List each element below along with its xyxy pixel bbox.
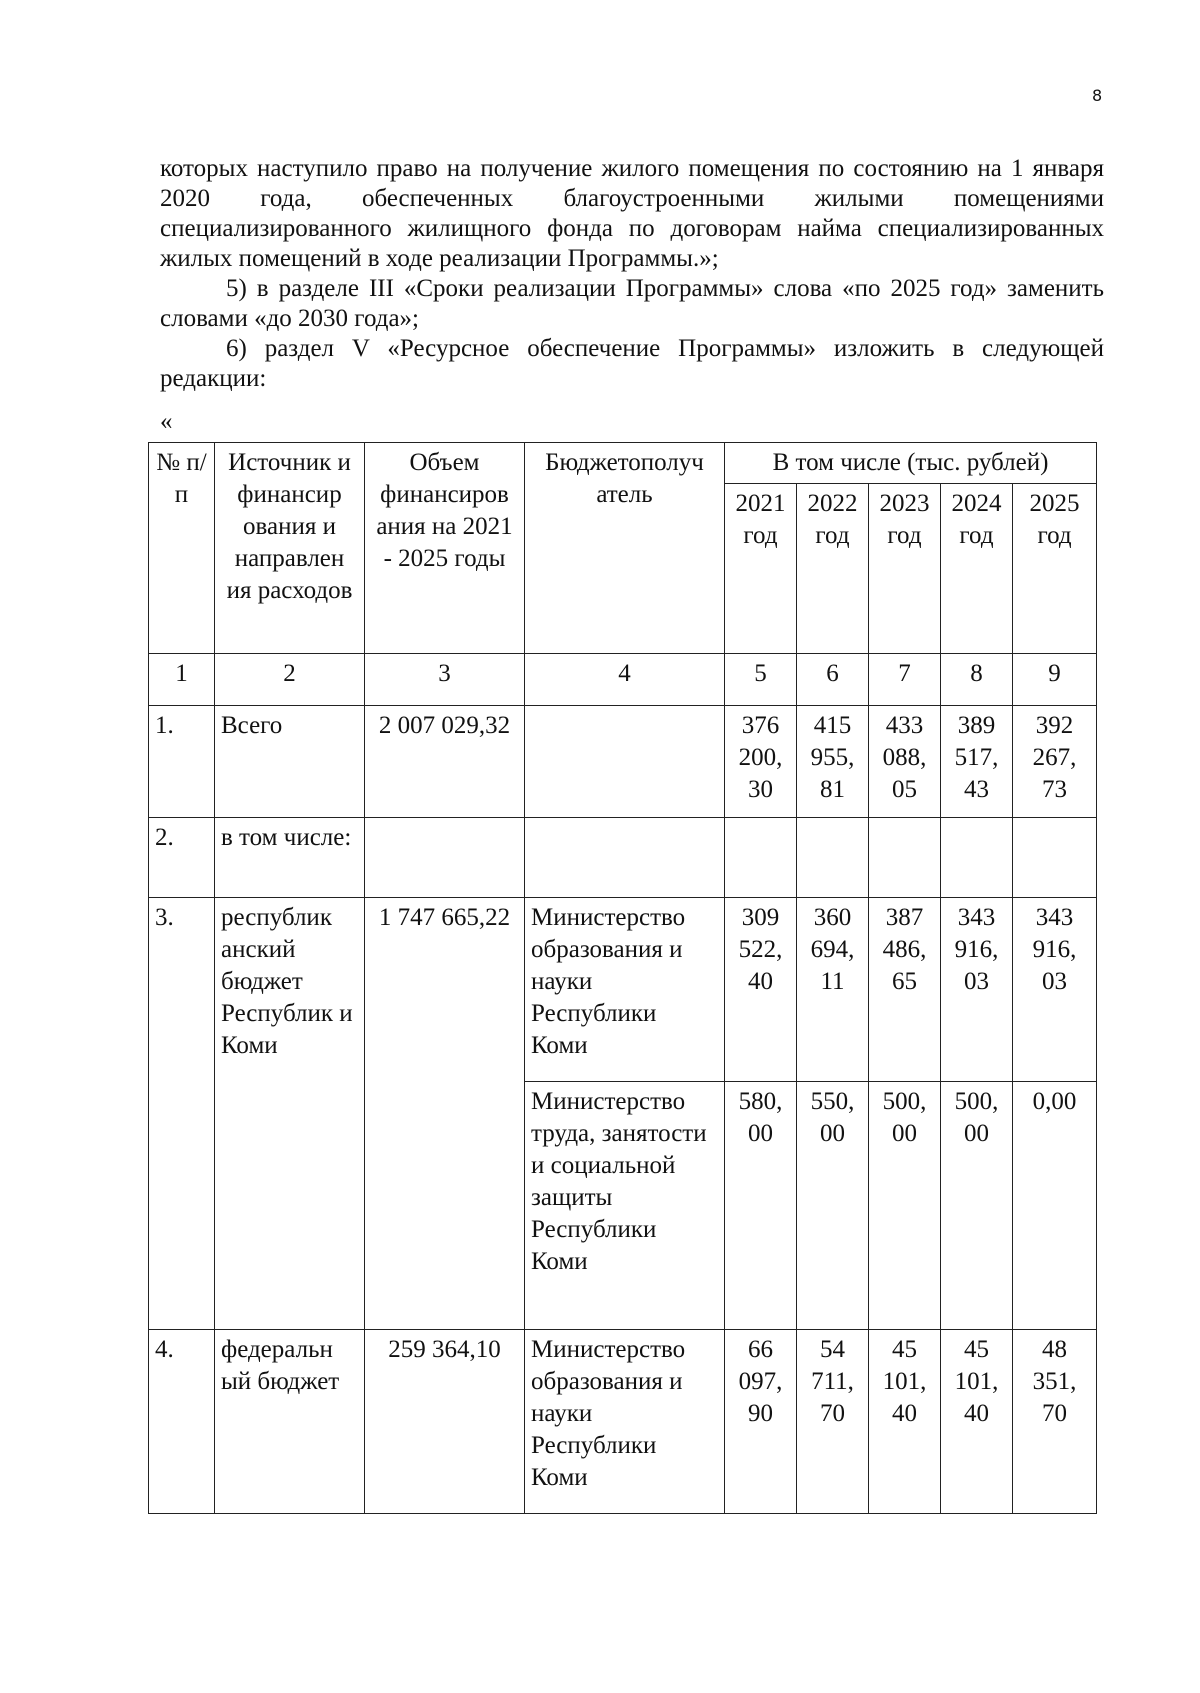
column-number: 7 xyxy=(869,654,941,706)
paragraph-continuation: которых наступило право на получение жилого помещения по состоянию на 1 января 2020 года, обеспеченных благоустроенными жилыми помещениями специализированного жилищного фонда по договорам найма специализированных жилых помещений в ходе реализации Программы.»; xyxy=(160,155,1104,272)
table-row-total xyxy=(149,706,1097,818)
row-year-value: 45 101, 40 xyxy=(941,1330,1013,1514)
row-year-value: 343 916, 03 xyxy=(941,898,1013,1082)
row-year-value: 392 267, 73 xyxy=(1013,706,1097,818)
row-year-value xyxy=(725,818,797,898)
header-year-2023: 2023 год xyxy=(869,484,941,654)
body-text xyxy=(160,154,1104,394)
row-year-value: 45 101, 40 xyxy=(869,1330,941,1514)
row-year-value xyxy=(869,818,941,898)
column-number: 6 xyxy=(797,654,869,706)
row-num: 1. xyxy=(149,706,215,818)
row-source: федеральн ый бюджет xyxy=(215,1330,365,1514)
column-number-row xyxy=(149,654,1097,706)
table-row-republic-budget xyxy=(149,898,1097,1082)
table-row-including xyxy=(149,818,1097,898)
header-num: № п/п xyxy=(149,443,215,654)
row-volume xyxy=(365,818,525,898)
row-year-value: 48 351, 70 xyxy=(1013,1330,1097,1514)
row-year-value: 415 955, 81 xyxy=(797,706,869,818)
row-recipient: Министерство образования и науки Республики Коми xyxy=(525,898,725,1082)
row-source: в том числе: xyxy=(215,818,365,898)
header-recipient: Бюджетополуч атель xyxy=(525,443,725,654)
row-year-value: 433 088, 05 xyxy=(869,706,941,818)
row-recipient: Министерство труда, занятости и социальной защиты Республики Коми xyxy=(525,1082,725,1330)
row-volume: 2 007 029,32 xyxy=(365,706,525,818)
row-year-value: 550, 00 xyxy=(797,1082,869,1330)
table-row-federal-budget xyxy=(149,1330,1097,1514)
row-recipient xyxy=(525,818,725,898)
row-num: 3. xyxy=(149,898,215,1330)
row-year-value: 360 694, 11 xyxy=(797,898,869,1082)
row-num: 4. xyxy=(149,1330,215,1514)
header-year-2022: 2022 год xyxy=(797,484,869,654)
row-year-value: 376 200, 30 xyxy=(725,706,797,818)
row-num: 2. xyxy=(149,818,215,898)
row-year-value xyxy=(1013,818,1097,898)
row-source: республик анский бюджет Республик и Коми xyxy=(215,898,365,1330)
column-number: 4 xyxy=(525,654,725,706)
row-year-value: 309 522, 40 xyxy=(725,898,797,1082)
row-year-value: 343 916, 03 xyxy=(1013,898,1097,1082)
row-volume: 1 747 665,22 xyxy=(365,898,525,1330)
row-year-value: 54 711, 70 xyxy=(797,1330,869,1514)
column-number: 5 xyxy=(725,654,797,706)
row-year-value: 389 517, 43 xyxy=(941,706,1013,818)
column-number: 3 xyxy=(365,654,525,706)
column-number: 1 xyxy=(149,654,215,706)
row-year-value: 500, 00 xyxy=(941,1082,1013,1330)
header-year-2021: 2021 год xyxy=(725,484,797,654)
header-row xyxy=(149,443,1097,484)
page-number: 8 xyxy=(1092,86,1103,105)
row-source: Всего xyxy=(215,706,365,818)
header-year-2025: 2025 год xyxy=(1013,484,1097,654)
column-number: 2 xyxy=(215,654,365,706)
row-recipient xyxy=(525,706,725,818)
header-source: Источник и финансир ования и направлен ия расходов xyxy=(215,443,365,654)
column-number: 9 xyxy=(1013,654,1097,706)
resource-table xyxy=(148,442,1097,1514)
row-year-value: 0,00 xyxy=(1013,1082,1097,1330)
header-year-2024: 2024 год xyxy=(941,484,1013,654)
row-recipient: Министерство образования и науки Республики Коми xyxy=(525,1330,725,1514)
header-incl: В том числе (тыс. рублей) xyxy=(725,443,1097,484)
paragraph-item-6: 6) раздел V «Ресурсное обеспечение Программы» изложить в следующей редакции: xyxy=(160,335,1104,392)
row-year-value: 66 097, 90 xyxy=(725,1330,797,1514)
column-number: 8 xyxy=(941,654,1013,706)
header-volume: Объем финансиров ания на 2021 - 2025 годы xyxy=(365,443,525,654)
row-year-value xyxy=(941,818,1013,898)
paragraph-item-5: 5) в разделе III «Сроки реализации Программы» слова «по 2025 год» заменить словами «до 2030 года»; xyxy=(160,275,1104,332)
row-year-value: 500, 00 xyxy=(869,1082,941,1330)
row-year-value: 387 486, 65 xyxy=(869,898,941,1082)
row-year-value xyxy=(797,818,869,898)
row-year-value: 580, 00 xyxy=(725,1082,797,1330)
opening-quote-mark: « xyxy=(160,408,173,435)
row-volume: 259 364,10 xyxy=(365,1330,525,1514)
